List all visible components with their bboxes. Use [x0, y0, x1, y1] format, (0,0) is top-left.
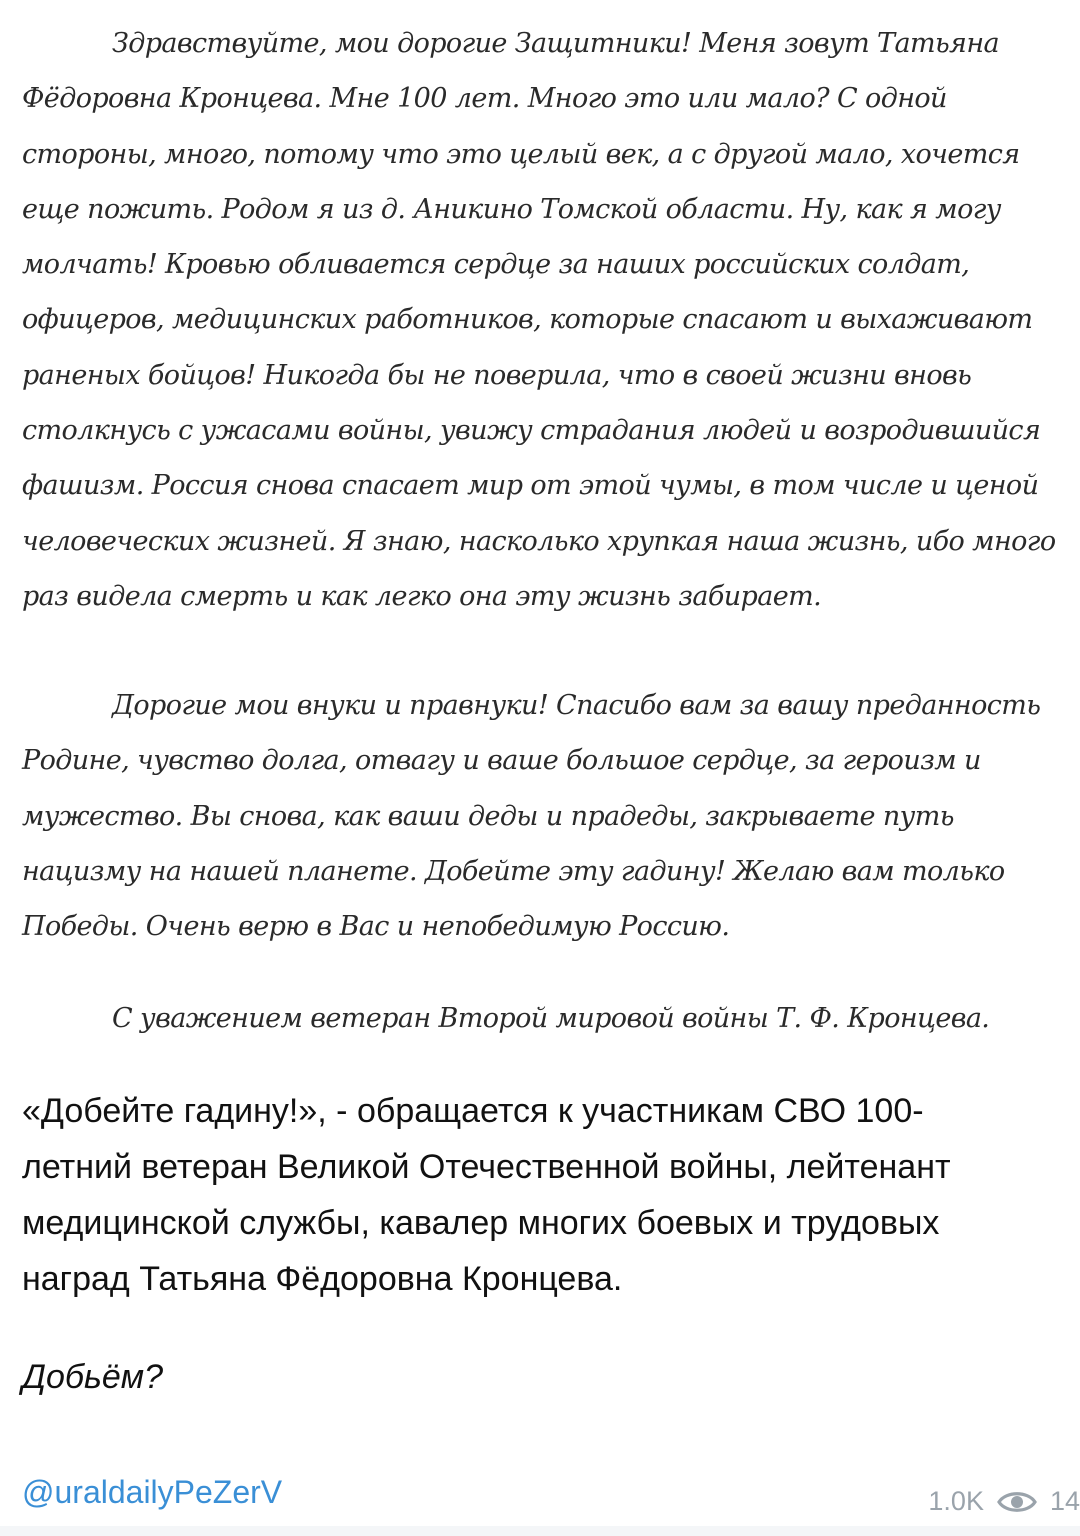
letter-line: офицеров, медицинских работников, которые спасают и выхаживают [22, 304, 1033, 336]
letter-paragraph-2 [22, 678, 1040, 954]
post-meta [928, 1486, 1080, 1517]
letter-paragraph-1 [22, 16, 1056, 624]
letter-line: Дорогие мои внуки и правнуки! Спасибо вам за вашу преданность [112, 690, 1041, 721]
letter-line: молчать! Кровью обливается сердце за наших российских солдат, [22, 249, 970, 281]
letter-signature: С уважением ветеран Второй мировой войны Т. Ф. Кронцева. [112, 1003, 990, 1034]
letter-line: Фёдоровна Кронцева. Мне 100 лет. Много это или мало? С одной [22, 83, 947, 115]
letter-line: фашизм. Россия снова спасает мир от этой чумы, в том числе и ценой [22, 470, 1039, 502]
letter-line: Победы. Очень верю в Вас и непобедимую Россию. [22, 911, 730, 943]
caption-line: медицинской службы, кавалер многих боевых и трудовых [22, 1204, 940, 1242]
letter-line: раненых бойцов! Никогда бы не поверила, что в своей жизни вновь [22, 359, 972, 391]
post-caption [22, 1083, 1062, 1307]
letter-line: стороны, много, потому что это целый век, а с другой мало, хочется [22, 138, 1020, 170]
letter-line: мужество. Вы снова, как ваши деды и прадеды, закрываете путь [22, 800, 954, 832]
caption-line: «Добейте гадину!», - обращается к участникам СВО 100- [22, 1092, 924, 1130]
views-count: 1.0K [928, 1486, 984, 1516]
letter-line: еще пожить. Родом я из д. Аникино Томской области. Ну, как я могу [22, 193, 1001, 225]
letter-line: раз видела смерть и как легко она эту жизнь забирает. [22, 580, 822, 612]
caption-line: летний ветеран Великой Отечественной войны, лейтенант [22, 1148, 951, 1186]
channel-link[interactable]: @uraldailyPeZerV [22, 1474, 283, 1510]
eye-icon [996, 1488, 1038, 1516]
letter-line: Родине, чувство долга, отвагу и ваше большое сердце, за героизм и [22, 745, 981, 777]
post-question: Добьём? [22, 1358, 163, 1396]
caption-line: наград Татьяна Фёдоровна Кронцева. [22, 1260, 623, 1298]
letter-line: Здравствуйте, мои дорогие Защитники! Меня зовут Татьяна [112, 28, 1000, 59]
letter-line: столкнусь с ужасами войны, увижу страдания людей и возродившийся [22, 415, 1041, 447]
bottom-bar [0, 1526, 1080, 1536]
letter-line: нацизму на нашей планете. Добейте эту гадину! Желаю вам только [22, 855, 1005, 887]
letter-line: человеческих жизней. Я знаю, насколько хрупкая наша жизнь, ибо много [22, 525, 1056, 557]
post-time: 14 [1049, 1486, 1080, 1516]
